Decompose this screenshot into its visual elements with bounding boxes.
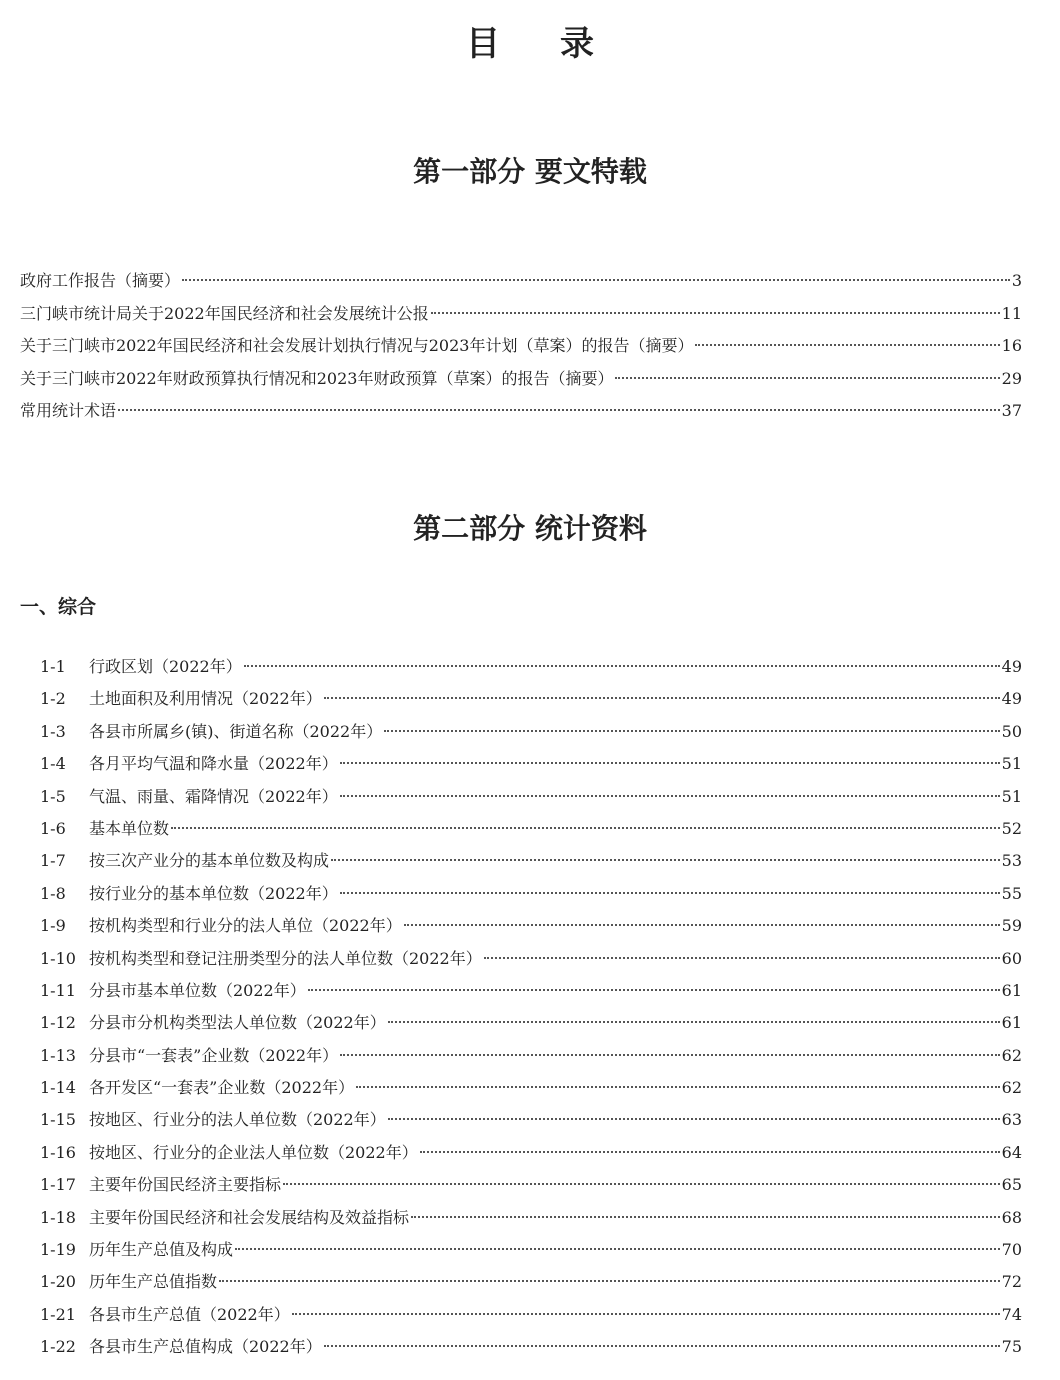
dot-leader — [615, 376, 999, 379]
toc-entry[interactable] — [20, 1140, 1022, 1172]
entry-title: 历年生产总值指数 — [89, 1272, 218, 1292]
entry-title: 按机构类型和行业分的法人单位（2022年） — [89, 916, 402, 936]
dot-leader — [308, 988, 1000, 991]
entry-page-number: 50 — [1001, 721, 1022, 741]
entry-number: 1-5 — [40, 786, 66, 806]
entry-page-number: 65 — [1001, 1175, 1022, 1195]
toc-entry[interactable] — [20, 654, 1022, 686]
entry-title: 关于三门峡市2022年财政预算执行情况和2023年财政预算（草案）的报告（摘要） — [20, 368, 614, 388]
entry-page-number: 62 — [1001, 1045, 1022, 1065]
toc-entry[interactable] — [20, 301, 1022, 334]
entry-number: 1-9 — [40, 916, 66, 936]
entry-page-number: 16 — [1001, 336, 1022, 355]
toc-entry[interactable] — [20, 333, 1022, 366]
entry-page-number: 61 — [1001, 980, 1022, 1000]
entry-page-number: 37 — [1001, 401, 1022, 420]
entry-number: 1-3 — [40, 721, 66, 741]
entry-number: 1-17 — [40, 1175, 76, 1195]
entry-title: 分县市分机构类型法人单位数（2022年） — [89, 1013, 386, 1033]
entry-title: 基本单位数 — [89, 818, 170, 838]
entry-page-number: 72 — [1001, 1272, 1022, 1292]
dot-leader — [340, 761, 1000, 764]
toc-entry[interactable] — [20, 1043, 1022, 1075]
entry-page-number: 52 — [1001, 818, 1022, 838]
entry-page-number: 49 — [1001, 689, 1022, 709]
dot-leader — [404, 923, 1000, 926]
entry-page-number: 70 — [1001, 1240, 1022, 1260]
entry-page-number: 51 — [1001, 786, 1022, 806]
toc-entry[interactable] — [20, 784, 1022, 816]
entry-title: 按三次产业分的基本单位数及构成 — [89, 851, 330, 871]
entry-title: 各开发区“一套表”企业数（2022年） — [89, 1078, 355, 1098]
entry-number: 1-6 — [40, 818, 66, 838]
toc-entry[interactable] — [20, 398, 1022, 431]
entry-page-number: 59 — [1001, 916, 1022, 936]
dot-leader — [235, 1247, 1000, 1250]
entry-number: 1-2 — [40, 689, 66, 709]
entry-title: 行政区划（2022年） — [89, 657, 242, 676]
toc-entry[interactable] — [20, 686, 1022, 718]
entry-title: 历年生产总值及构成 — [89, 1240, 234, 1260]
entry-page-number: 3 — [1011, 271, 1022, 290]
entry-number: 1-1 — [40, 657, 66, 676]
toc-entry[interactable] — [20, 978, 1022, 1010]
toc-entry[interactable] — [20, 1205, 1022, 1237]
toc-entry[interactable] — [20, 1302, 1022, 1334]
toc-entry[interactable] — [20, 366, 1022, 399]
dot-leader — [324, 696, 1000, 699]
entry-title: 按行业分的基本单位数（2022年） — [89, 883, 338, 903]
toc-entry[interactable] — [20, 1075, 1022, 1107]
toc-entry[interactable] — [20, 881, 1022, 913]
toc-entry[interactable] — [20, 268, 1022, 301]
entry-number: 1-20 — [40, 1272, 76, 1292]
entry-page-number: 64 — [1001, 1142, 1022, 1162]
entry-title: 关于三门峡市2022年国民经济和社会发展计划执行情况与2023年计划（草案）的报告（摘要） — [20, 336, 694, 355]
entry-page-number: 68 — [1001, 1207, 1022, 1227]
dot-leader — [431, 311, 1000, 314]
dot-leader — [331, 858, 1000, 861]
dot-leader — [340, 794, 1000, 797]
dot-leader — [695, 343, 999, 346]
entry-title: 分县市“一套表”企业数（2022年） — [89, 1045, 339, 1065]
entry-number: 1-10 — [40, 948, 76, 968]
entry-number: 1-11 — [40, 980, 76, 1000]
entry-number: 1-19 — [40, 1240, 76, 1260]
entry-title: 主要年份国民经济和社会发展结构及效益指标 — [89, 1207, 410, 1227]
dot-leader — [340, 1053, 1000, 1056]
dot-leader — [411, 1215, 1000, 1218]
dot-leader — [388, 1020, 1000, 1023]
dot-leader — [384, 729, 999, 732]
toc-entry[interactable] — [20, 913, 1022, 945]
entry-number: 1-7 — [40, 851, 66, 871]
entry-number: 1-14 — [40, 1078, 76, 1098]
toc-entry[interactable] — [20, 946, 1022, 978]
entry-title: 各月平均气温和降水量（2022年） — [89, 754, 338, 774]
dot-leader — [484, 956, 1000, 959]
toc-entry[interactable] — [20, 1172, 1022, 1204]
entry-number: 1-12 — [40, 1013, 76, 1033]
toc-entry[interactable] — [20, 1269, 1022, 1301]
entry-page-number: 51 — [1001, 754, 1022, 774]
toc-entry[interactable] — [20, 1334, 1022, 1366]
dot-leader — [340, 891, 1000, 894]
section-heading: 一、综合 — [20, 596, 97, 618]
dot-leader — [219, 1279, 1000, 1282]
entry-title: 按地区、行业分的法人单位数（2022年） — [89, 1110, 386, 1130]
dot-leader — [324, 1344, 1000, 1347]
entry-number: 1-18 — [40, 1207, 76, 1227]
entry-page-number: 29 — [1001, 368, 1022, 388]
entry-page-number: 53 — [1001, 851, 1022, 871]
entry-title: 各县市所属乡(镇)、街道名称（2022年） — [89, 721, 383, 741]
entry-page-number: 62 — [1001, 1078, 1022, 1098]
entry-number: 1-16 — [40, 1142, 76, 1162]
entry-title: 按机构类型和登记注册类型分的法人单位数（2022年） — [89, 948, 482, 968]
part2-toc-list — [20, 654, 1022, 1367]
entry-title: 气温、雨量、霜降情况（2022年） — [89, 786, 338, 806]
toc-entry[interactable] — [20, 1237, 1022, 1269]
entry-title: 政府工作报告（摘要） — [20, 271, 181, 290]
part2-heading: 第二部分 统计资料 — [413, 512, 647, 545]
dot-leader — [118, 408, 1000, 411]
entry-title: 土地面积及利用情况（2022年） — [89, 689, 322, 709]
entry-page-number: 61 — [1001, 1013, 1022, 1033]
toc-title: 目录 — [466, 24, 654, 64]
dot-leader — [244, 664, 1000, 667]
entry-title: 主要年份国民经济主要指标 — [89, 1175, 282, 1195]
entry-number: 1-21 — [40, 1304, 76, 1324]
entry-number: 1-4 — [40, 754, 66, 774]
entry-page-number: 75 — [1001, 1337, 1022, 1357]
part1-heading: 第一部分 要文特载 — [413, 155, 647, 188]
dot-leader — [292, 1312, 1000, 1315]
toc-entry[interactable] — [20, 751, 1022, 783]
toc-entry[interactable] — [20, 1010, 1022, 1042]
toc-entry[interactable] — [20, 816, 1022, 848]
toc-entry[interactable] — [20, 1107, 1022, 1139]
dot-leader — [388, 1117, 1000, 1120]
entry-number: 1-13 — [40, 1045, 76, 1065]
entry-title: 各县市生产总值构成（2022年） — [89, 1337, 322, 1357]
entry-page-number: 63 — [1001, 1110, 1022, 1130]
dot-leader — [283, 1182, 1000, 1185]
entry-page-number: 55 — [1001, 883, 1022, 903]
entry-title: 常用统计术语 — [20, 401, 117, 420]
dot-leader — [171, 826, 1000, 829]
entry-page-number: 60 — [1001, 948, 1022, 968]
toc-entry[interactable] — [20, 848, 1022, 880]
entry-title: 三门峡市统计局关于2022年国民经济和社会发展统计公报 — [20, 303, 429, 323]
entry-number: 1-22 — [40, 1337, 76, 1357]
dot-leader — [420, 1150, 1000, 1153]
dot-leader — [182, 278, 1010, 281]
toc-entry[interactable] — [20, 719, 1022, 751]
entry-page-number: 11 — [1001, 303, 1022, 323]
part1-toc-list — [20, 268, 1022, 431]
entry-number: 1-15 — [40, 1110, 76, 1130]
dot-leader — [356, 1085, 1000, 1088]
entry-page-number: 49 — [1001, 657, 1022, 676]
entry-number: 1-8 — [40, 883, 66, 903]
entry-page-number: 74 — [1001, 1304, 1022, 1324]
entry-title: 各县市生产总值（2022年） — [89, 1304, 290, 1324]
entry-title: 按地区、行业分的企业法人单位数（2022年） — [89, 1142, 418, 1162]
entry-title: 分县市基本单位数（2022年） — [89, 980, 306, 1000]
